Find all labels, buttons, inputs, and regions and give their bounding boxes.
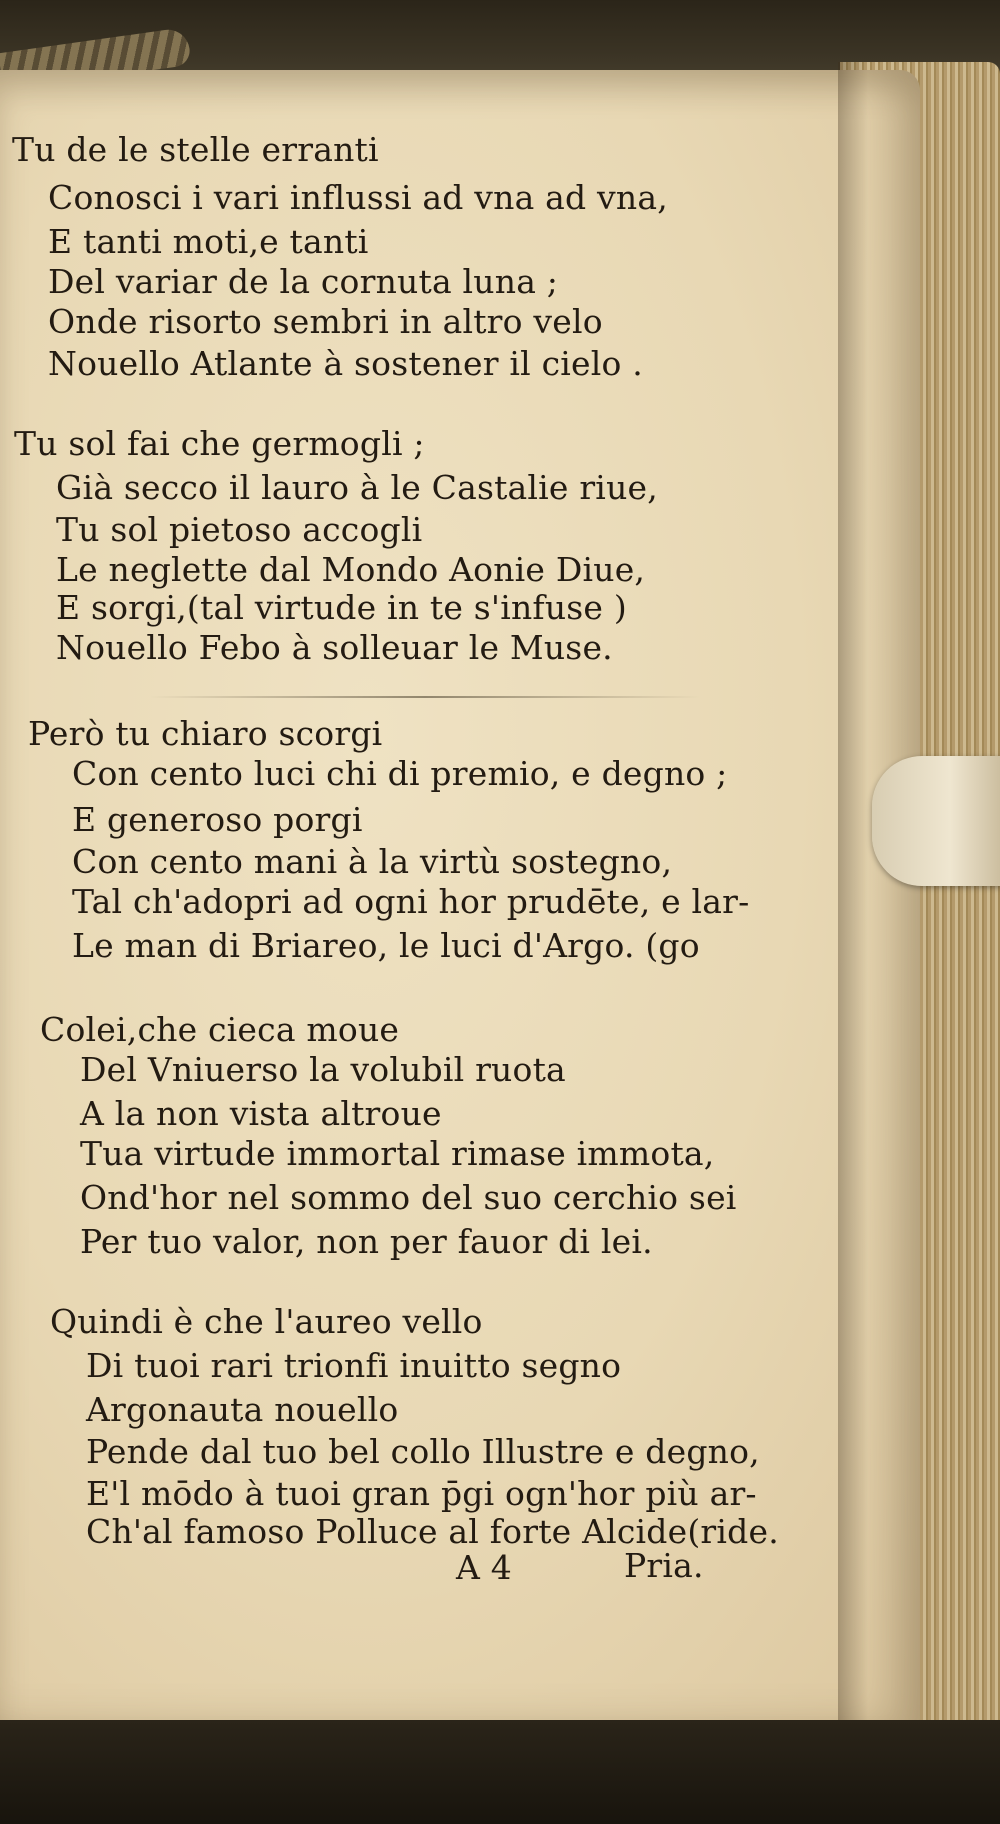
verse-line: A la non vista altroue [80, 1094, 442, 1133]
verse-line: Quindi è che l'aureo vello [50, 1302, 483, 1341]
verse-line: E tanti moti,e tanti [48, 222, 369, 261]
verse-line: Per tuo valor, non per fauor di lei. [80, 1222, 653, 1261]
verse-line: Onde risorto sembri in altro velo [48, 302, 603, 341]
verse-line: Pende dal tuo bel collo Illustre e degno, [86, 1432, 760, 1471]
verse-line: E'l mōdo à tuoi gran p̄gi ogn'hor più ar- [86, 1474, 757, 1513]
verse-line: Tu de le stelle erranti [12, 130, 379, 169]
page-clip [872, 756, 1000, 886]
verse-line: Con cento luci chi di premio, e degno ; [72, 754, 728, 793]
verse-line: Le neglette dal Mondo Aonie Diue, [56, 550, 646, 589]
catchword: Pria. [624, 1546, 704, 1585]
verse-line: Del variar de la cornuta luna ; [48, 262, 559, 301]
verse-line: Però tu chiaro scorgi [28, 714, 383, 753]
verse-line: Ch'al famoso Polluce al forte Alcide(ride. [86, 1512, 779, 1551]
gutter-shadow [838, 62, 868, 1732]
verse-line: Argonauta nouello [86, 1390, 399, 1429]
verse-line: Di tuoi rari trionfi inuitto segno [86, 1346, 622, 1385]
verse-line: Tal ch'adopri ad ogni hor prudēte, e lar- [72, 882, 750, 921]
verse-line: E generoso porgi [72, 800, 363, 839]
verse-line: E sorgi,(tal virtude in te s'infuse ) [56, 588, 627, 627]
verse-line: Tua virtude immortal rimase immota, [80, 1134, 715, 1173]
verse-line: Del Vniuerso la volubil ruota [80, 1050, 566, 1089]
verse-line: Colei,che cieca moue [40, 1010, 400, 1049]
verse-line: Nouello Atlante à sostener il cielo . [48, 344, 643, 383]
verse-line: Nouello Febo à solleuar le Muse. [56, 628, 613, 667]
verse-line: Con cento mani à la virtù sostegno, [72, 842, 673, 881]
verse-line: Tu sol pietoso accogli [56, 510, 423, 549]
verse-line: Le man di Briareo, le luci d'Argo. (go [72, 926, 700, 965]
verse-line: Tu sol fai che germogli ; [14, 424, 425, 463]
verse-line: Conosci i vari influssi ad vna ad vna, [48, 178, 668, 217]
signature-mark: A 4 [456, 1548, 512, 1587]
verse-line: Già secco il lauro à le Castalie riue, [56, 468, 658, 507]
verse-line: Ond'hor nel sommo del suo cerchio sei [80, 1178, 737, 1217]
